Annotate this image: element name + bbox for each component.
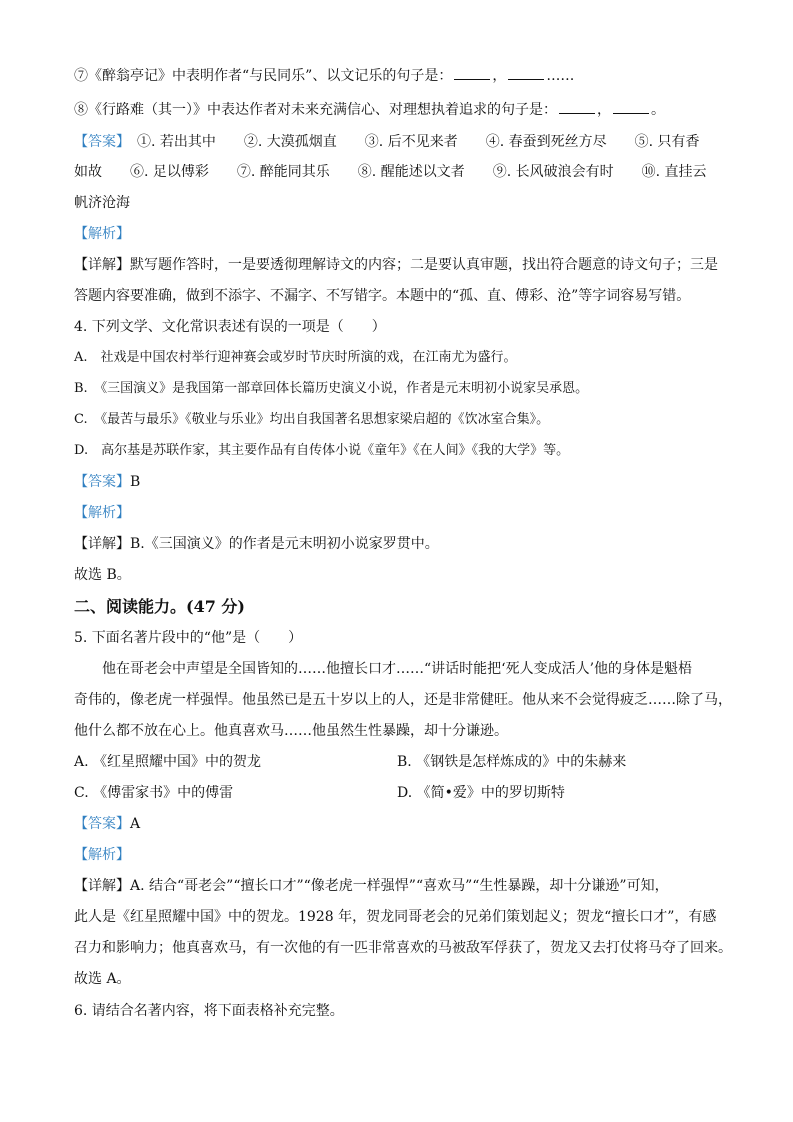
separator: ， [597,102,611,118]
section-heading: 二、阅读能力。(47 分) [74,597,245,616]
q3-item-7 [74,66,574,86]
period: 。 [651,102,665,118]
separator: ， [492,68,507,84]
q4-option-a: A. 社戏是中国农村举行迎神赛会或岁时节庆时所演的戏，在江南尤为盛行。 [74,350,517,365]
q5-option-b: B. 《钢铁是怎样炼成的》中的朱赫来 [397,754,627,770]
q5-analysis-tag: 【解析】 [74,847,130,863]
q5-answer-value: A [130,816,141,832]
q4-answer-value: B [130,474,141,490]
q3-answer-text-1: ①. 若出其中 ②. 大漠孤烟直 ③. 后不见来者 ④. 春蚕到死丝方尽 ⑤. 只有香 [137,134,700,150]
q3-answer-line-2: 如故 ⑥. 足以傅彩 ⑦. 醉能同其乐 ⑧. 醒能述以文者 ⑨. 长风破浪会有时 ⑩. 直挂云 [74,164,707,180]
q6-stem: 6. 请结合名著内容，将下面表格补充完整。 [74,1003,344,1019]
answer-tag: 【答案】 [74,134,123,150]
ellipsis: …… [546,68,575,84]
q4-option-b: B. 《三国演义》是我国第一部章回体长篇历史演义小说，作者是元末明初小说家吴承恩。 [74,381,589,396]
q3-analysis-tag: 【解析】 [74,226,130,242]
q5-option-a: A. 《红星照耀中国》中的贺龙 [74,754,262,770]
q4-analysis-tag: 【解析】 [74,505,130,521]
q3-detail-line-1: 【详解】默写题作答时，一是要透彻理解诗文的内容；二是要认真审题，找出符合题意的诗文句子；三是 [74,257,718,273]
answer-blank [454,66,490,80]
q3-detail-line-2: 答题内容要准确，做到不添字、不漏字、不写错字。本题中的“孤、直、傅彩、沧”等字词容易写错。 [74,288,691,304]
q5-excerpt-line-3: 他什么都不放在心上。他真喜欢马……他虽然生性暴躁，却十分谦逊。 [74,723,508,739]
q5-option-c: C. 《傅雷家书》中的傅雷 [74,785,234,801]
answer-blank [508,66,544,80]
q5-detail-line-1: 【详解】A. 结合“哥老会”“擅长口才”“像老虎一样强悍”“喜欢马”“生性暴躁，却十分谦逊”可知， [74,878,669,894]
q3-item-7-text: ⑦《醉翁亭记》中表明作者“与民同乐”、以文记乐的句子是： [74,68,453,84]
q5-detail-line-2: 此人是《红星照耀中国》中的贺龙。1928 年，贺龙同哥老会的兄弟们策划起义；贺龙“擅长口才”，有感 [74,909,717,925]
q5-excerpt-line-2: 奇伟的，像老虎一样强悍。他虽然已是五十岁以上的人，还是非常健旺。他从来不会觉得疲乏……除了马， [74,692,732,708]
q3-item-8-text: ⑧《行路难（其一）》中表达作者对未来充满信心、对理想执着追求的句子是： [74,102,557,118]
q4-answer [74,472,140,492]
q5-option-d: D. 《简•爱》中的罗切斯特 [397,785,565,801]
q5-answer [74,814,140,834]
q5-excerpt-line-1: 他在哥老会中声望是全国皆知的……他擅长口才……“讲话时能把‘死人变成活人’他的身体是魁梧 [102,661,693,677]
q4-conclusion: 故选 B。 [74,567,131,583]
q4-option-d: D. 高尔基是苏联作家，其主要作品有自传体小说《童年》《在人间》《我的大学》等。 [74,443,570,458]
q4-stem: 4. 下列文学、文化常识表述有误的一项是（ ） [74,319,386,335]
answer-blank [613,100,649,114]
q5-detail-line-3: 召力和影响力；他真喜欢马，有一次他的有一匹非常喜欢的马被敌军俘获了，贺龙又去打仗将马夺了回来。 [74,940,732,956]
q5-stem: 5. 下面名著片段中的“他”是（ ） [74,630,303,646]
answer-tag: 【答案】 [74,474,130,490]
q5-conclusion: 故选 A。 [74,971,131,987]
q4-option-c: C. 《最苦与最乐》《敬业与乐业》均出自我国著名思想家梁启超的《饮冰室合集》。 [74,412,550,427]
answer-blank [559,100,595,114]
q3-item-8 [74,100,665,120]
answer-tag: 【答案】 [74,816,130,832]
q3-answer-line-3: 帆济沧海 [74,195,130,211]
q4-detail: 【详解】B.《三国演义》的作者是元末明初小说家罗贯中。 [74,536,439,552]
q3-answer-line-1 [74,132,700,152]
